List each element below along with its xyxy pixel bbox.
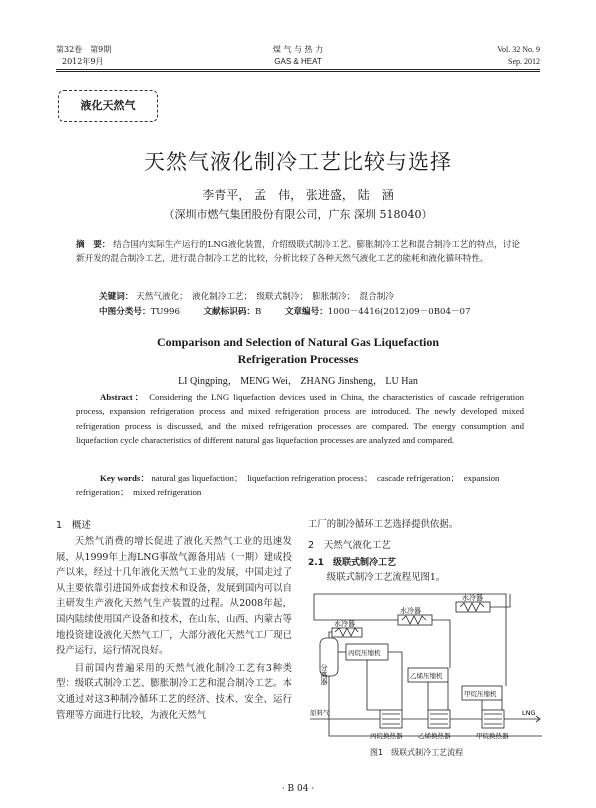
water-cooler-right-coil xyxy=(460,603,484,611)
section-badge: 液化天然气 xyxy=(58,90,158,122)
doc-code-label: 文献标识码： xyxy=(203,307,256,317)
propane-supply-pipe xyxy=(367,660,380,710)
propane-hx-coil xyxy=(382,714,400,724)
abstract-cn xyxy=(76,238,524,266)
label-separator: 分离器 xyxy=(320,664,328,685)
abstract-en-text: Considering the LNG liquefaction devices used in China, the characteristics of cascade refrigeration process, expansion refrigeration process and mixed refrigeration process are introduced. The newly developed mixed refrigeration process is discussed, and the mixed refrigeration processes are compared. The energy consumption and liquefaction cycle characteristics of different natural gas liquefaction processes are analyzed and compared. xyxy=(76,392,524,445)
label-methane-compressor: 甲烷压缩机 xyxy=(464,690,497,698)
separator-bottom-pipe xyxy=(329,676,542,736)
header-date-cn: 2012年9月 xyxy=(62,57,104,66)
paper-title-en-line1: Comparison and Selection of Natural Gas Liquefaction xyxy=(156,335,439,349)
keywords-en xyxy=(76,471,524,500)
section-2-heading: 2 天然气液化工艺 xyxy=(308,539,391,551)
keywords-en-text: natural gas liquefaction； liquefaction refrigeration process； cascade refrigeration； expansion refrigeration； mixed refrigeration xyxy=(76,473,500,498)
separator-inlet-pipe xyxy=(329,632,332,638)
abstract-en xyxy=(76,390,524,447)
propane-return-pipe xyxy=(388,652,402,710)
header-journal-cn: 煤 气 与 热 力 xyxy=(272,45,324,54)
label-lng: LNG xyxy=(522,709,536,717)
paper-title-en-line2: Refrigeration Processes xyxy=(237,352,359,366)
header-volume-cn: 第32卷 第9期 xyxy=(56,45,112,54)
keywords-cn-text: 天然气液化； 液化制冷工艺； 级联式制冷； 膨胀制冷； 混合制冷 xyxy=(136,292,394,302)
authors-cn: 李青平， 孟 伟， 张进盛， 陆 涵 xyxy=(202,188,394,202)
left-loop-pipe xyxy=(314,594,398,620)
right-column-continued-text: 工厂的制冷循环工艺选择提供依据。 xyxy=(308,519,459,530)
water-cooler-right-shape xyxy=(456,602,490,612)
label-methane-hx: 甲烷换热器 xyxy=(476,732,509,740)
keywords-cn-label: 关键词： xyxy=(99,292,134,302)
section-1-paragraph-1: 天然气消费的增长促进了液化天然气工业的迅速发展，从1999年上海LNG事故气源备用站（一期）建成投产以来，经过十几年液化天然气工业的发展，中国走过了从主要依靠引进国外成套技术和设备，发展到国内可以自主研发生产液化天然气生产装置的过程。从2008年起，国内陆续使用国产设备和技术，在山东、山西、内蒙古等地投资建设液化天然气工厂，大部分液化天然气工厂现已投产运行，运行情况良好。 xyxy=(56,536,292,657)
water-cooler-mid-coil xyxy=(402,616,426,624)
ethylene-loop-pipe xyxy=(432,620,450,668)
article-no-value: 1000－4416(2012)09－0B04－07 xyxy=(327,307,471,317)
label-water-cooler-mid: 水冷器 xyxy=(400,607,421,615)
methane-hx-coil xyxy=(484,714,502,724)
abstract-cn-text: 结合国内实际生产运行的LNG液化装置，介绍级联式制冷工艺、膨胀制冷工艺和混合制冷工艺的特点，讨论新开发的混合制冷工艺，进行混合制冷工艺的比较，分析比较了各种天然气液化工艺的能耗和液化循环特性。 xyxy=(76,240,520,264)
header-volume-en: Vol. 32 No. 9 xyxy=(497,45,540,54)
header-rule-top xyxy=(56,69,540,70)
doc-code-value: B xyxy=(255,307,262,317)
clc-label: 中图分类号： xyxy=(99,307,151,317)
article-no-label: 文章编号： xyxy=(284,307,328,317)
header-date-en: Sep. 2012 xyxy=(508,57,540,66)
paper-title-cn: 天然气液化制冷工艺比较与选择 xyxy=(144,150,452,174)
page-number: · B 04 · xyxy=(281,784,315,794)
figure-1-caption: 图1 级联式制冷工艺流程 xyxy=(370,748,464,757)
methane-cooler-pipe xyxy=(490,594,510,607)
abstract-en-label: Abstract： xyxy=(100,392,146,402)
keywords-cn xyxy=(99,291,394,303)
ethylene-hx-coil xyxy=(430,714,448,724)
label-feed-gas: 原料气 xyxy=(310,709,330,717)
header-rule-bottom xyxy=(56,71,540,72)
label-propane-compressor: 丙烷压缩机 xyxy=(348,649,381,657)
classification-row xyxy=(99,306,470,318)
abstract-cn-label: 摘 要： xyxy=(76,240,111,250)
keywords-en-label: Key words： xyxy=(100,473,150,483)
water-cooler-left-coil xyxy=(335,628,358,636)
label-water-cooler-right: 水冷器 xyxy=(462,594,483,602)
label-propane-hx: 丙烷换热器 xyxy=(370,732,403,740)
section-1-heading: 1 概述 xyxy=(56,520,91,531)
figure-1-diagram xyxy=(310,586,542,742)
right-column xyxy=(308,517,542,585)
left-column xyxy=(56,517,292,723)
section-2-1-text: 级联式制冷工艺流程见图1。 xyxy=(326,571,446,583)
label-water-cooler-left: 水冷器 xyxy=(334,620,355,628)
water-cooler-left-shape xyxy=(332,628,362,637)
label-ethylene-compressor: 乙烯压缩机 xyxy=(410,672,443,680)
section-2-1-heading: 2.1 级联式制冷工艺 xyxy=(308,557,396,568)
authors-en: LI Qingping， MENG Wei， ZHANG Jinsheng， LU Han xyxy=(178,376,418,387)
header-journal-en: GAS & HEAT xyxy=(274,57,322,66)
water-cooler-mid-shape xyxy=(398,615,432,625)
clc-value: TU996 xyxy=(150,307,180,317)
section-1-paragraph-2: 目前国内普遍采用的天然气液化制冷工艺有3种类型：级联式制冷工艺、膨胀制冷工艺和混合制冷工艺。本文通过对这3种制冷循环工艺的经济、技术、安全、运行管理等方面进行比较，为液化天然气 xyxy=(56,662,292,721)
affiliation-cn: （深圳市燃气集团股份有限公司，广东 深圳 518040） xyxy=(163,208,433,221)
paper-title-en xyxy=(0,334,596,368)
label-ethylene-hx: 乙烯换热器 xyxy=(418,732,451,740)
